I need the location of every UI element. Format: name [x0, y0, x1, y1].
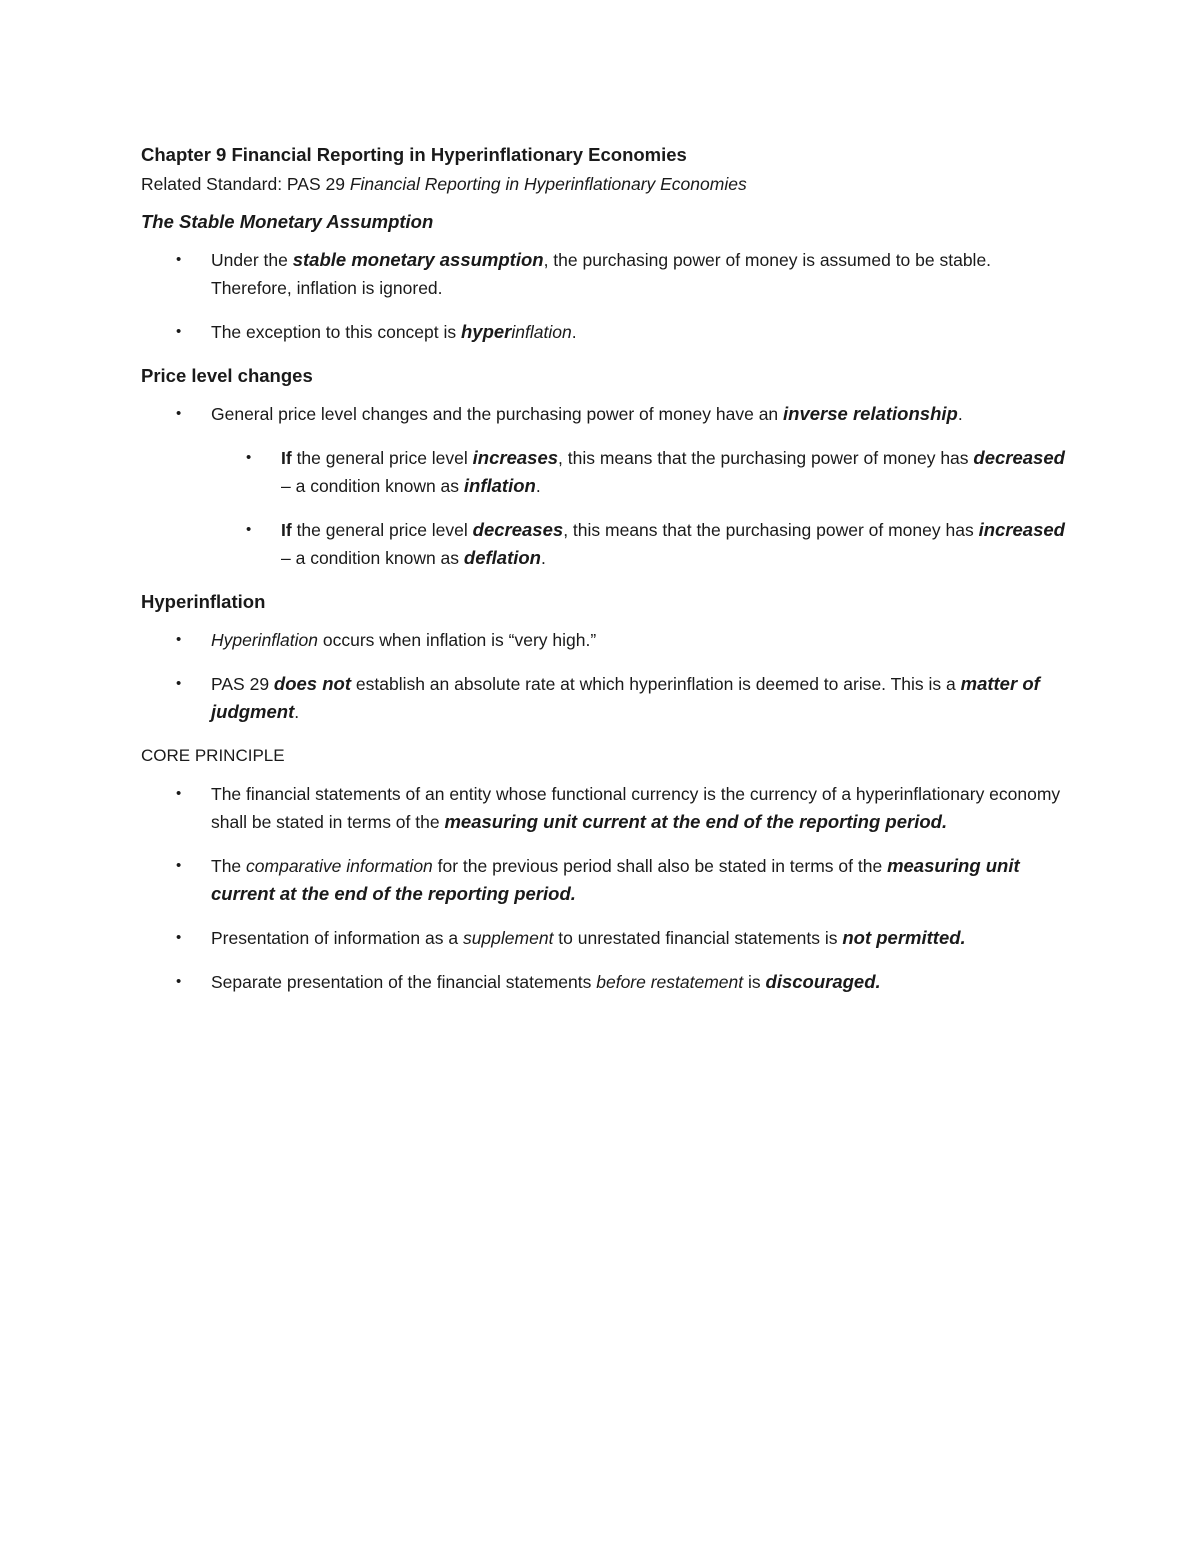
- emphasis: Hyperinflation: [211, 630, 318, 650]
- text: is: [743, 972, 766, 992]
- list-item: [141, 852, 1071, 908]
- emphasis: If: [281, 520, 292, 540]
- text: Under the: [211, 250, 293, 270]
- text: Separate presentation of the financial statements: [211, 972, 597, 992]
- text: Presentation of information as a: [211, 928, 463, 948]
- related-standard-name: Financial Reporting in Hyperinflationary Economies: [349, 174, 747, 194]
- emphasis: increased: [978, 519, 1065, 540]
- text: the general price level: [291, 448, 473, 468]
- list-item: [141, 780, 1071, 836]
- emphasis: inflation: [511, 322, 572, 342]
- related-standard-prefix: Related Standard: PAS 29: [141, 174, 350, 194]
- emphasis: stable monetary assumption: [292, 249, 544, 270]
- price-list: [141, 400, 1071, 572]
- list-item: [141, 516, 1071, 572]
- emphasis: does not: [273, 673, 352, 694]
- section-heading-stable: The Stable Monetary Assumption: [141, 211, 434, 232]
- emphasis: hyper: [461, 321, 512, 342]
- list-item: [141, 246, 1071, 302]
- section-heading-price: Price level changes: [141, 365, 313, 386]
- text: to unrestated financial statements is: [553, 928, 843, 948]
- text: – a condition known as: [281, 548, 464, 568]
- core-list: [141, 780, 1071, 996]
- emphasis: inflation: [463, 475, 536, 496]
- text: .: [535, 476, 541, 496]
- emphasis: before restatement: [596, 972, 744, 992]
- text: establish an absolute rate at which hyperinflation is deemed to arise. This is a: [351, 674, 961, 694]
- text: PAS 29: [211, 674, 274, 694]
- emphasis: comparative information: [246, 856, 433, 876]
- text: , this means that the purchasing power of money has: [563, 520, 979, 540]
- related-standard: [141, 170, 1071, 198]
- text: – a condition known as: [281, 476, 464, 496]
- text: .: [294, 702, 300, 722]
- list-item: [141, 924, 1071, 952]
- stable-list: [141, 246, 1071, 346]
- chapter-title: Chapter 9 Financial Reporting in Hyperinflationary Economies: [141, 144, 687, 165]
- text: The exception to this concept is: [211, 322, 461, 342]
- text: General price level changes and the purchasing power of money have an: [211, 404, 784, 424]
- text: .: [571, 322, 577, 342]
- text: .: [957, 404, 963, 424]
- text: , the purchasing power of money is assumed to be stable. Therefore, inflation is ignored.: [211, 250, 992, 298]
- emphasis: discouraged.: [765, 971, 881, 992]
- emphasis: decreased: [973, 447, 1065, 468]
- text: occurs when inflation is “very high.”: [318, 630, 597, 650]
- list-item: [141, 626, 1071, 654]
- emphasis: matter of judgment: [211, 673, 1040, 722]
- list-item: [141, 670, 1071, 726]
- section-heading-hyperinflation: Hyperinflation: [141, 591, 266, 612]
- text: for the previous period shall also be stated in terms of the: [432, 856, 888, 876]
- text: .: [541, 548, 546, 568]
- hyperinflation-list: [141, 626, 1071, 726]
- text: , this means that the purchasing power of money has: [558, 448, 974, 468]
- document-page: [141, 140, 1071, 1012]
- emphasis: inverse relationship: [783, 403, 958, 424]
- emphasis: decreases: [472, 519, 564, 540]
- list-item: [141, 318, 1071, 346]
- emphasis: not permitted.: [842, 927, 966, 948]
- text: The financial statements of an entity whose functional currency is the currency of a hyperinflationary economy shall be stated in terms of the: [211, 784, 1061, 832]
- emphasis: supplement: [462, 928, 554, 948]
- text: The: [211, 856, 247, 876]
- emphasis: increases: [472, 447, 559, 468]
- emphasis: If: [281, 448, 292, 468]
- text: the general price level: [291, 520, 473, 540]
- emphasis: measuring unit current at the end of the reporting period.: [211, 855, 1020, 904]
- list-item: [141, 400, 1071, 572]
- list-item: [141, 444, 1071, 500]
- section-heading-core: CORE PRINCIPLE: [141, 746, 285, 765]
- emphasis: deflation: [463, 547, 541, 568]
- list-item: [141, 968, 1071, 996]
- price-sublist: [211, 444, 1071, 572]
- emphasis: measuring unit current at the end of the reporting period.: [444, 811, 948, 832]
